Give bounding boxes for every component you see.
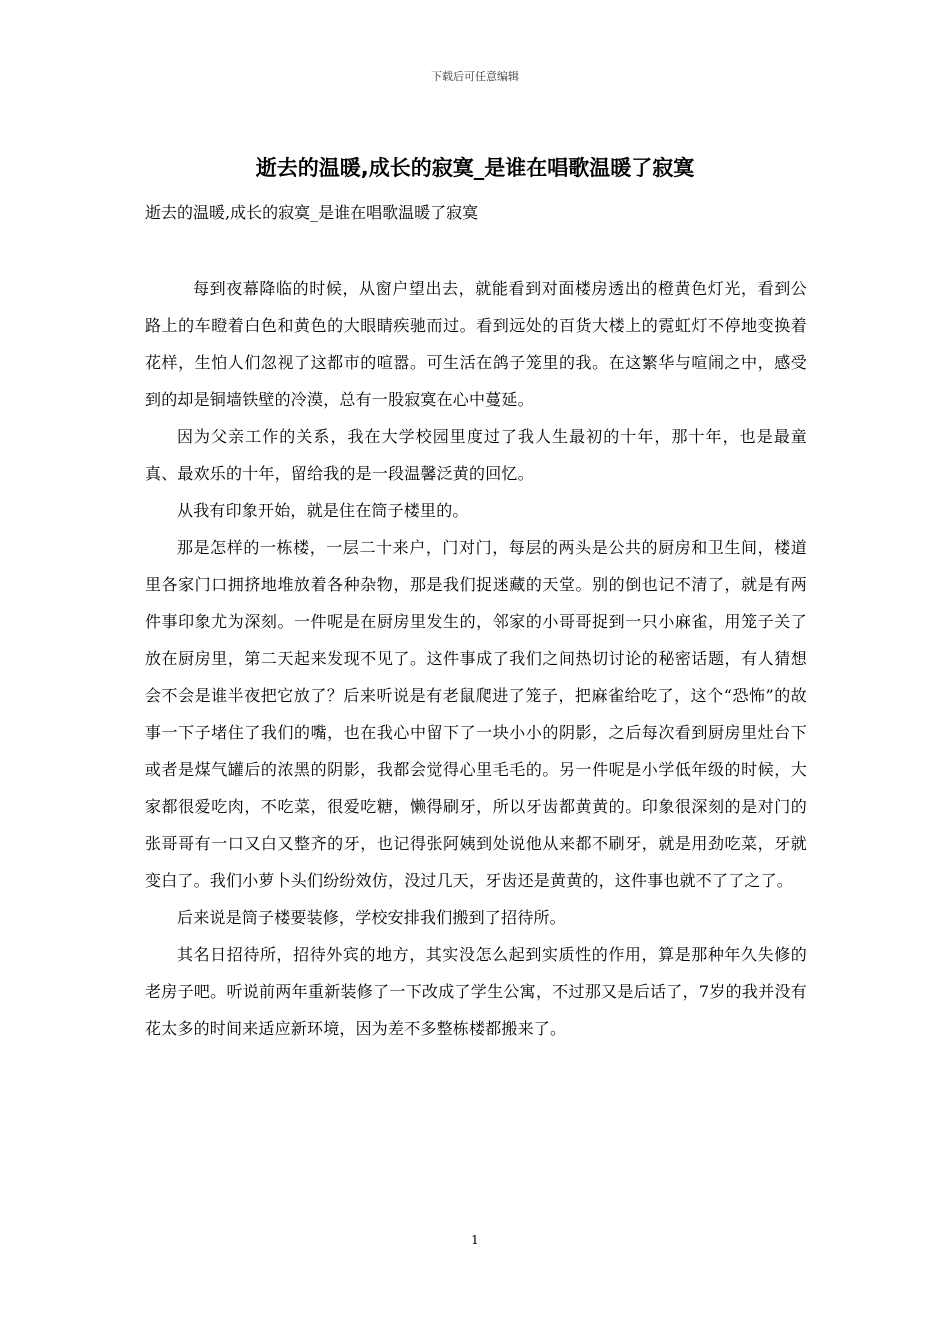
page-number: 1 [471,1233,479,1247]
paragraph: 因为父亲工作的关系，我在大学校园里度过了我人生最初的十年，那十年，也是最童真、最欢乐的十年，留给我的是一段温馨泛黄的回忆。 [145,427,807,483]
paragraph: 每到夜幕降临的时候，从窗户望出去，就能看到对面楼房透出的橙黄色灯光，看到公路上的车瞪着白色和黄色的大眼睛疾驰而过。看到远处的百货大楼上的霓虹灯不停地变换着花样，生怕人们忽视了这都市的喧嚣。可生活在鸽子笼里的我。在这繁华与喧闹之中，感受到的却是铜墙铁壁的冷漠，总有一股寂寞在心中蔓延。 [145,279,807,409]
paragraph: 其名日招待所，招待外宾的地方，其实没怎么起到实质性的作用，算是那种年久失修的老房子吧。听说前两年重新装修了一下改成了学生公寓，不过那又是后话了，7岁的我并没有花太多的时间来适应新环境，因为差不多整栋楼都搬来了。 [145,945,807,1038]
document-title: 逝去的温暖,成长的寂寞_是谁在唱歌温暖了寂寞 [255,156,695,180]
page-header-note: 下载后可任意编辑 [431,70,519,83]
document-subtitle: 逝去的温暖,成长的寂寞_是谁在唱歌温暖了寂寞 [145,203,479,222]
paragraph: 从我有印象开始，就是住在筒子楼里的。 [177,501,469,520]
paragraph: 那是怎样的一栋楼，一层二十来户，门对门，每层的两头是公共的厨房和卫生间，楼道里各家门口拥挤地堆放着各种杂物，那是我们捉迷藏的天堂。别的倒也记不清了，就是有两件事印象尤为深刻。一件呢是在厨房里发生的，邻家的小哥哥捉到一只小麻雀，用笼子关了放在厨房里，第二天起来发现不见了。这件事成了我们之间热切讨论的秘密话题，有人猜想会不会是谁半夜把它放了？后来听说是有老鼠爬进了笼子，把麻雀给吃了，这个“恐怖”的故事一下子堵住了我们的嘴，也在我心中留下了一块小小的阴影，之后每次看到厨房里灶台下或者是煤气罐后的浓黑的阴影，我都会觉得心里毛毛的。另一件呢是小学低年级的时候，大家都很爱吃肉，不吃菜，很爱吃糖，懒得刷牙，所以牙齿都黄黄的。印象很深刻的是对门的张哥哥有一口又白又整齐的牙，也记得张阿姨到处说他从来都不刷牙，就是用劲吃菜，牙就变白了。我们小萝卜头们纷纷效仿，没过几天，牙齿还是黄黄的，这件事也就不了了之了。 [145,538,807,890]
paragraph: 后来说是筒子楼要装修，学校安排我们搬到了招待所。 [177,908,566,927]
document-body [145,270,807,1047]
